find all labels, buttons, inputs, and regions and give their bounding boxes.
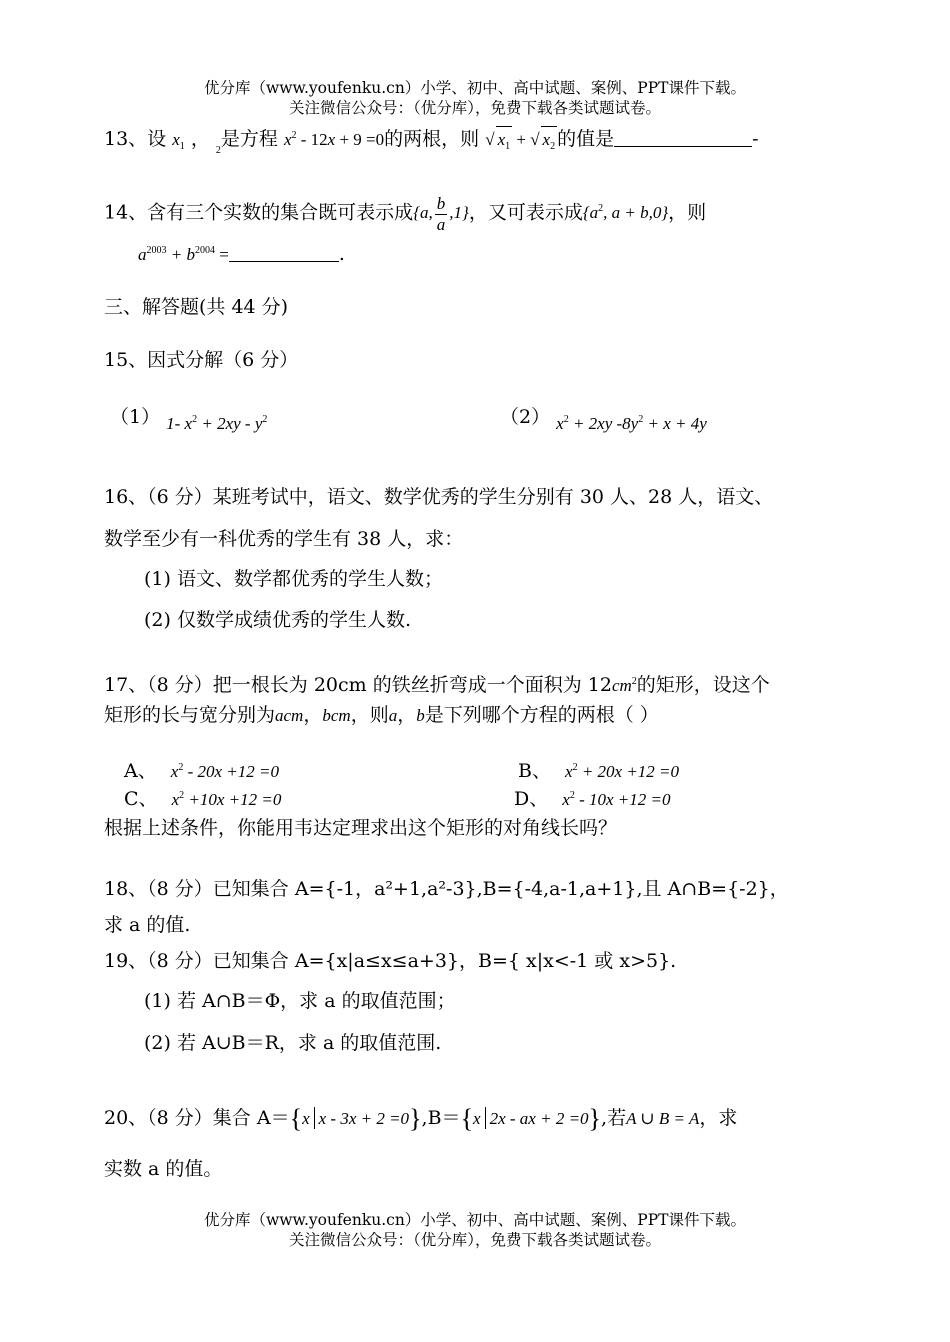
- q15-part-2-label: （2）: [500, 406, 551, 428]
- q13-prefix: 13、设: [104, 128, 167, 150]
- q13-equation: $x^2 - 12x + 9 =0$: [283, 130, 385, 149]
- q14-text: 14、含有三个实数的集合既可表示成: [104, 201, 414, 224]
- q13-x2: 2: [215, 145, 221, 156]
- q17-acm: acm: [275, 706, 304, 725]
- question-20-line-2: 实数 a 的值。: [104, 1158, 223, 1180]
- section-3-title: 三、解答题(共 44 分): [104, 296, 289, 318]
- q15-part-2-expression: $x^2 + 2xy$ $-8y^2 + x + 4y$: [556, 414, 707, 433]
- q14-set-2: {$a^2$, a + b,0}: [582, 203, 669, 223]
- q20-union-condition: A ∪ B = A: [626, 1109, 700, 1128]
- q14-expression: $a^{2003} + b^{2004}$ =: [138, 245, 229, 264]
- q13-trailing-mark: -: [752, 128, 759, 150]
- question-17-line-1: [104, 672, 770, 699]
- q17-followup: 根据上述条件，你能用韦达定理求出这个矩形的对角线长吗？: [104, 817, 618, 839]
- q16-item-2: (2) 仅数学成绩优秀的学生人数.: [144, 609, 411, 631]
- q17-option-c: [124, 786, 281, 813]
- q17-text-2: 的矩形，设这个: [636, 674, 770, 696]
- q20-text-2: ,B＝: [421, 1107, 461, 1129]
- question-13: [104, 126, 759, 156]
- question-16-line-2: 数学至少有一科优秀的学生有 38 人，求：: [104, 528, 464, 550]
- q13-comma: ，: [190, 128, 210, 150]
- q17-option-d: [514, 786, 670, 813]
- page-header: [0, 78, 950, 118]
- q20-text-4: ，求: [699, 1107, 738, 1129]
- question-18-line-2: 求 a 的值.: [104, 914, 191, 936]
- q13-text-equation: 是方程: [220, 128, 278, 150]
- question-16-line-1: 16、（6 分）某班考试中，语文、数学优秀的学生分别有 30 人、28 人，语文、: [104, 486, 774, 508]
- q20-text-3: ,若: [601, 1107, 627, 1129]
- q17-unit-area: $cm^2$: [611, 676, 637, 695]
- q16-item-1: (1) 语文、数学都优秀的学生人数；: [144, 568, 443, 590]
- q20-text-1: 20、（8 分）集合 A＝: [104, 1107, 290, 1129]
- q17-option-d-equation: $x^2 - 10x +12 =0$: [562, 790, 671, 809]
- question-17-line-2: [104, 702, 659, 729]
- question-18-line-1: 18、（8 分）已知集合 A={-1，a²+1,a²-3},B={-4,a-1,a+1},且 A∩B={-2}，: [104, 878, 789, 900]
- q14-set-1: {a, $\frac{b}{a}$ ,1}: [413, 194, 469, 234]
- q17-option-a-label: A、: [124, 760, 157, 782]
- q14-text-3: ，则: [668, 201, 707, 224]
- q17-a: a: [388, 706, 398, 725]
- q15-part-1: [110, 404, 267, 437]
- q19-item-1: (1) 若 A∩B＝Φ，求 a 的取值范围；: [144, 990, 456, 1012]
- q17-comma-1: ，: [303, 704, 323, 726]
- q13-sqrt-sum: √ $x_1$ + √ $x_2$: [485, 130, 557, 149]
- q17-option-b-label: B、: [518, 760, 551, 782]
- q19-item-2: (2) 若 A∪B＝R，求 a 的取值范围.: [144, 1032, 442, 1054]
- footer-line-2: 关注微信公众号：（优分库），免费下载各类试题试卷。: [288, 1231, 661, 1249]
- question-19-line-1: 19、（8 分）已知集合 A={x|a≤x≤a+3}，B={ x|x<-1 或 x>5}.: [104, 950, 677, 972]
- q15-part-2: [500, 404, 707, 437]
- q17-text-1: 17、（8 分）把一根长为 20cm 的铁丝折弯成一个面积为 12: [104, 674, 612, 696]
- page-footer: [0, 1210, 950, 1250]
- q17-comma-2: ，: [397, 704, 417, 726]
- q13-answer-blank: [614, 128, 752, 147]
- question-14-line-2: [138, 241, 345, 268]
- q14-answer-blank: [229, 243, 339, 262]
- q14-period: .: [338, 243, 345, 265]
- q17-bcm: bcm: [322, 706, 351, 725]
- q17-option-c-equation: $x^2 +10x +12 =0$: [171, 790, 282, 809]
- q17-b: b: [416, 706, 425, 725]
- q20-set-a: {x x - 3x + 2 =0}: [289, 1104, 422, 1133]
- q17-option-c-label: C、: [124, 788, 158, 810]
- q17-option-b: [518, 758, 679, 785]
- q13-text-roots: 的两根，则: [384, 128, 480, 150]
- q20-set-b: {x 2x - ax + 2 =0}: [460, 1104, 602, 1133]
- q17-option-a-equation: $x^2 - 20x +12 =0$: [170, 762, 279, 781]
- q15-part-1-label: （1）: [110, 406, 161, 428]
- q17-text-5: 是下列哪个方程的两根（ ）: [424, 704, 659, 726]
- q17-option-b-equation: $x^2 + 20x +12 =0$: [565, 762, 680, 781]
- header-line-1: 优分库（www.youfenku.cn）小学、初中、高中试题、案例、PPT课件下载。: [203, 79, 747, 97]
- question-20-line-1: [104, 1105, 737, 1132]
- q14-text-2: ，又可表示成: [468, 201, 583, 224]
- header-line-2: 关注微信公众号：（优分库），免费下载各类试题试卷。: [288, 99, 661, 117]
- footer-line-1: 优分库（www.youfenku.cn）小学、初中、高中试题、案例、PPT课件下载。: [203, 1211, 747, 1229]
- q17-text-3: 矩形的长与宽分别为: [104, 704, 276, 726]
- q13-text-value: 的值是: [557, 128, 615, 150]
- q15-part-1-expression: 1- $x^2 + 2xy - y^2$: [166, 414, 268, 433]
- question-15-title: 15、因式分解（6 分）: [104, 349, 299, 371]
- q13-x1: $x_1$: [172, 130, 185, 152]
- q17-option-a: [124, 758, 279, 785]
- question-14-line-1: [104, 194, 706, 235]
- q17-option-d-label: D、: [514, 788, 549, 810]
- q17-text-4: ，则: [350, 704, 389, 726]
